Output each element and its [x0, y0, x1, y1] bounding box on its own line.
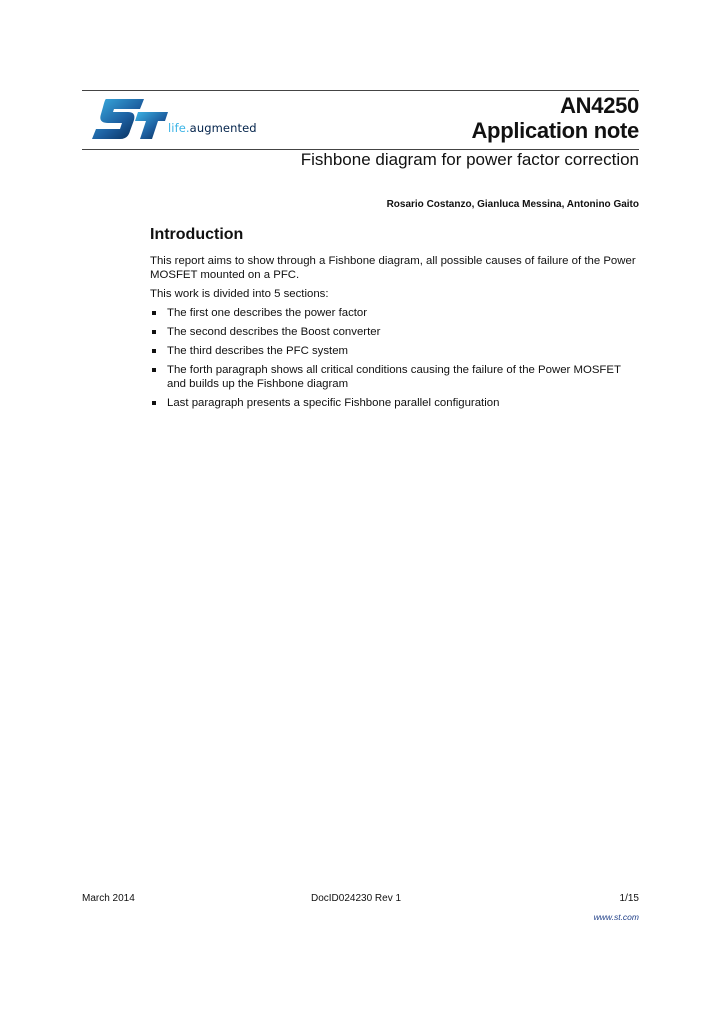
intro-paragraph-1: This report aims to show through a Fishbone diagram, all possible causes of failure of the Power MOSFET mounted on a PFC. [150, 255, 636, 281]
bullet-icon [152, 368, 156, 372]
list-item-text: The second describes the Boost converter [167, 326, 381, 338]
st-logo-icon [92, 97, 168, 141]
intro-paragraph-2: This work is divided into 5 sections: [150, 288, 329, 300]
footer-doc-id: DocID024230 Rev 1 [311, 893, 402, 904]
header-top-rule [82, 90, 639, 91]
section-heading: Introduction [150, 226, 244, 243]
bullet-icon [152, 330, 156, 334]
tagline-life: life. [168, 121, 190, 135]
list-item-text: The forth paragraph shows all critical conditions causing the failure of the Power MOSFET and builds up the Fishbone diagram [167, 364, 621, 390]
list-item [150, 325, 640, 339]
bullet-icon [152, 401, 156, 405]
document-number: AN4250 [560, 93, 639, 118]
list-item-text: The third describes the PFC system [167, 345, 349, 357]
st-logo [92, 97, 262, 143]
list-item-text: Last paragraph presents a specific Fishbone parallel configuration [167, 397, 500, 409]
list-item [150, 344, 640, 358]
footer-date: March 2014 [82, 893, 135, 904]
footer-page-number: 1/15 [619, 893, 639, 904]
authors: Rosario Costanzo, Gianluca Messina, Antonino Gaito [386, 199, 639, 210]
logo-tagline [168, 121, 257, 135]
introduction-section [150, 225, 640, 415]
list-item [150, 306, 640, 320]
document-title: Fishbone diagram for power factor correction [300, 150, 639, 169]
sections-list [150, 306, 640, 410]
list-item [150, 363, 640, 391]
bullet-icon [152, 311, 156, 315]
document-type: Application note [471, 118, 639, 143]
tagline-augmented: augmented [189, 121, 257, 135]
website-link[interactable]: www.st.com [593, 912, 639, 922]
bullet-icon [152, 349, 156, 353]
list-item [150, 396, 640, 410]
list-item-text: The first one describes the power factor [167, 307, 368, 319]
